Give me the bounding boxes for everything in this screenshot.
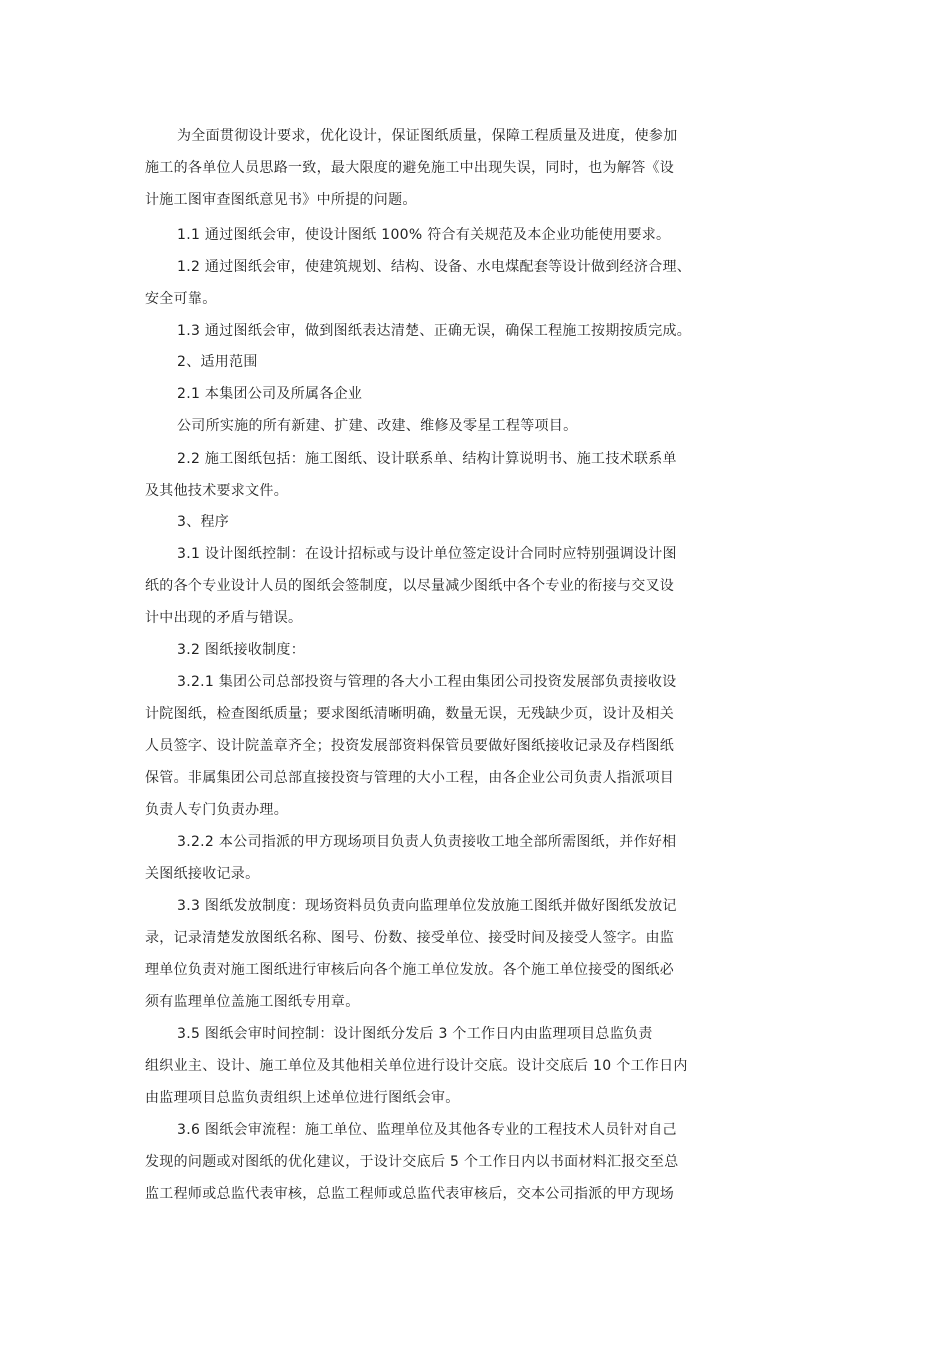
paragraph-line: 计施工图审查图纸意见书》中所提的问题。 [145,192,417,208]
paragraph-line: 2.1 本集团公司及所属各企业 [177,386,363,402]
paragraph-line: 负责人专门负责办理。 [145,802,288,818]
paragraph-line: 3.2.1 集团公司总部投资与管理的各大小工程由集团公司投资发展部负责接收设 [177,674,677,690]
paragraph-line: 3.5 图纸会审时间控制：设计图纸分发后 3 个工作日内由监理项目总监负责 [177,1026,653,1042]
paragraph-line: 关图纸接收记录。 [145,866,260,882]
paragraph-line: 1.3 通过图纸会审，做到图纸表达清楚、正确无误，确保工程施工按期按质完成。 [177,323,692,339]
paragraph-line: 须有监理单位盖施工图纸专用章。 [145,994,360,1010]
section-heading: 2、适用范围 [177,354,258,370]
paragraph-line: 2.2 施工图纸包括：施工图纸、设计联系单、结构计算说明书、施工技术联系单 [177,451,677,467]
paragraph-line: 安全可靠。 [145,291,217,307]
paragraph-line: 1.2 通过图纸会审，使建筑规划、结构、设备、水电煤配套等设计做到经济合理、 [177,259,692,275]
paragraph-line: 纸的各个专业设计人员的图纸会签制度，以尽量减少图纸中各个专业的衔接与交叉设 [145,578,675,594]
paragraph-line: 及其他技术要求文件。 [145,483,288,499]
paragraph-line: 计中出现的矛盾与错误。 [145,610,303,626]
paragraph-line: 3.3 图纸发放制度：现场资料员负责向监理单位发放施工图纸并做好图纸发放记 [177,898,677,914]
paragraph-line: 录，记录清楚发放图纸名称、图号、份数、接受单位、接受时间及接受人签字。由监 [145,930,675,946]
paragraph-line: 发现的问题或对图纸的优化建议，于设计交底后 5 个工作日内以书面材料汇报交至总 [145,1154,679,1170]
paragraph-line: 为全面贯彻设计要求，优化设计，保证图纸质量，保障工程质量及进度，使参加 [177,128,678,144]
paragraph-line: 由监理项目总监负责组织上述单位进行图纸会审。 [145,1090,460,1106]
paragraph-line: 公司所实施的所有新建、扩建、改建、维修及零星工程等项目。 [177,418,578,434]
paragraph-line: 3.1 设计图纸控制：在设计招标或与设计单位签定设计合同时应特别强调设计图 [177,546,677,562]
paragraph-line: 3.6 图纸会审流程：施工单位、监理单位及其他各专业的工程技术人员针对自己 [177,1122,677,1138]
paragraph-line: 施工的各单位人员思路一致，最大限度的避免施工中出现失误，同时，也为解答《设 [145,160,675,176]
paragraph-line: 3.2.2 本公司指派的甲方现场项目负责人负责接收工地全部所需图纸，并作好相 [177,834,677,850]
paragraph-line: 保管。非属集团公司总部直接投资与管理的大小工程，由各企业公司负责人指派项目 [145,770,675,786]
paragraph-line: 1.1 通过图纸会审，使设计图纸 100% 符合有关规范及本企业功能使用要求。 [177,227,671,243]
section-heading: 3、程序 [177,514,230,530]
paragraph-line: 人员签字、设计院盖章齐全；投资发展部资料保管员要做好图纸接收记录及存档图纸 [145,738,675,754]
paragraph-line: 监工程师或总监代表审核，总监工程师或总监代表审核后，交本公司指派的甲方现场 [145,1186,675,1202]
paragraph-line: 组织业主、设计、施工单位及其他相关单位进行设计交底。设计交底后 10 个工作日内 [145,1058,688,1074]
paragraph-line: 计院图纸，检查图纸质量；要求图纸清晰明确，数量无误，无残缺少页，设计及相关 [145,706,675,722]
paragraph-line: 3.2 图纸接收制度： [177,642,306,658]
paragraph-line: 理单位负责对施工图纸进行审核后向各个施工单位发放。各个施工单位接受的图纸必 [145,962,675,978]
